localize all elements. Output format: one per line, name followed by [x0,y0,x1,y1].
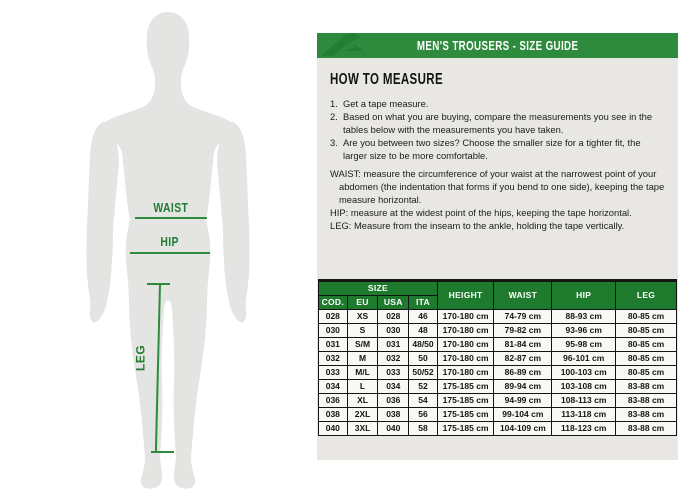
table-cell: 50/52 [409,366,438,380]
table-cell: 031 [319,338,348,352]
table-cell: 54 [409,394,438,408]
table-cell: 028 [378,310,409,324]
page-title: MEN'S TROUSERS - SIZE GUIDE [416,38,579,53]
height-column-header: HEIGHT [437,281,494,310]
table-cell: 034 [319,380,348,394]
table-cell: 83-88 cm [616,380,677,394]
table-cell: 170-180 cm [437,338,494,352]
measure-definition: HIP: measure at the widest point of the hips, keeping the tape horizontal. [330,207,632,218]
hip-measure-label [130,234,210,249]
table-cell: 040 [319,422,348,436]
table-cell: 108-113 cm [552,394,616,408]
table-row [319,422,677,436]
table-cell: 032 [319,352,348,366]
table-cell: XL [347,394,378,408]
table-cell: 88-93 cm [552,310,616,324]
table-cell: 030 [319,324,348,338]
table-cell: 113-118 cm [552,408,616,422]
table-row [319,380,677,394]
table-cell: 170-180 cm [437,366,494,380]
table-cell: 170-180 cm [437,324,494,338]
size-table-body [319,310,677,436]
table-cell: 96-101 cm [552,352,616,366]
table-cell: 52 [409,380,438,394]
table-cell: 038 [319,408,348,422]
step-number: 2. [330,111,338,122]
table-cell: M [347,352,378,366]
size-group-header: SIZE [319,281,438,296]
ita-column-header: ITA [409,296,438,310]
table-cell: XS [347,310,378,324]
table-cell: 46 [409,310,438,324]
leg-column-header: LEG [616,281,677,310]
table-cell: 2XL [347,408,378,422]
body-silhouette [58,10,278,490]
table-row [319,324,677,338]
table-cell: 028 [319,310,348,324]
table-cell: 033 [378,366,409,380]
table-cell: 56 [409,408,438,422]
male-body-silhouette-graphic [58,10,278,490]
waist-label-text: WAIST [153,200,189,215]
table-cell: 82-87 cm [494,352,552,366]
table-cell: 040 [378,422,409,436]
table-cell: L [347,380,378,394]
table-row [319,394,677,408]
measure-definitions [330,167,668,232]
table-cell: 170-180 cm [437,310,494,324]
table-cell: 81-84 cm [494,338,552,352]
cod-column-header: COD. [319,296,348,310]
table-cell: 86-89 cm [494,366,552,380]
step-number: 3. [330,137,338,148]
table-cell: 48 [409,324,438,338]
measure-definition: WAIST: measure the circumference of your waist at the narrowest point of your abdomen (the indentation that forms if you bend to one side), keeping the tape measure horizontal. [330,168,665,205]
table-cell: 036 [378,394,409,408]
table-cell: 038 [378,408,409,422]
step-text: Are you between two sizes? Choose the smaller size for a tighter fit, the larger size to be more comfortable. [343,137,641,161]
table-cell: 034 [378,380,409,394]
table-cell: 031 [378,338,409,352]
table-cell: 99-104 cm [494,408,552,422]
measure-step [330,110,666,136]
table-cell: 48/50 [409,338,438,352]
table-cell: 104-109 cm [494,422,552,436]
table-cell: 95-98 cm [552,338,616,352]
table-cell: 80-85 cm [616,352,677,366]
table-cell: 94-99 cm [494,394,552,408]
waist-measure-line [135,217,207,219]
step-number: 1. [330,98,338,109]
table-cell: 80-85 cm [616,324,677,338]
table-cell: M/L [347,366,378,380]
brand-triangle-logo-icon [319,33,381,58]
hip-label-text: HIP [160,234,180,249]
table-cell: 036 [319,394,348,408]
panel-header [317,33,678,58]
table-row [319,408,677,422]
table-row [319,352,677,366]
how-to-measure-heading: HOW TO MEASURE [330,71,443,88]
table-row [319,338,677,352]
table-cell: 93-96 cm [552,324,616,338]
usa-column-header: USA [378,296,409,310]
hip-measure-line [130,252,210,254]
table-cell: 118-123 cm [552,422,616,436]
table-cell: 83-88 cm [616,408,677,422]
table-cell: 80-85 cm [616,310,677,324]
table-cell: 032 [378,352,409,366]
waist-measure-label [135,200,207,215]
table-cell: S [347,324,378,338]
measure-steps-list [330,97,666,162]
size-table [318,279,677,436]
leg-measure-cap-bottom [151,451,174,453]
table-cell: 175-185 cm [437,422,494,436]
measure-step [330,97,666,110]
table-cell: 50 [409,352,438,366]
table-cell: 79-82 cm [494,324,552,338]
table-cell: 58 [409,422,438,436]
measure-step [330,136,666,162]
waist-column-header: WAIST [494,281,552,310]
table-cell: 89-94 cm [494,380,552,394]
step-text: Based on what you are buying, compare the measurements you see in the tables below with the measurements you have taken. [343,111,653,135]
leg-measure-label: LEG [133,344,148,372]
table-cell: 83-88 cm [616,422,677,436]
table-cell: 175-185 cm [437,394,494,408]
measure-definition: LEG: Measure from the inseam to the ankle, holding the tape vertically. [330,220,625,231]
table-cell: 3XL [347,422,378,436]
table-cell: 74-79 cm [494,310,552,324]
table-cell: 030 [378,324,409,338]
table-row [319,366,677,380]
size-table-header [319,281,677,310]
table-cell: 170-180 cm [437,352,494,366]
eu-column-header: EU [347,296,378,310]
table-cell: 100-103 cm [552,366,616,380]
table-cell: 83-88 cm [616,394,677,408]
table-cell: 175-185 cm [437,380,494,394]
size-guide-panel [317,33,678,460]
table-cell: 80-85 cm [616,338,677,352]
table-cell: S/M [347,338,378,352]
table-cell: 103-108 cm [552,380,616,394]
table-cell: 175-185 cm [437,408,494,422]
table-cell: 033 [319,366,348,380]
step-text: Get a tape measure. [343,98,429,109]
table-cell: 80-85 cm [616,366,677,380]
table-row [319,310,677,324]
hip-column-header: HIP [552,281,616,310]
